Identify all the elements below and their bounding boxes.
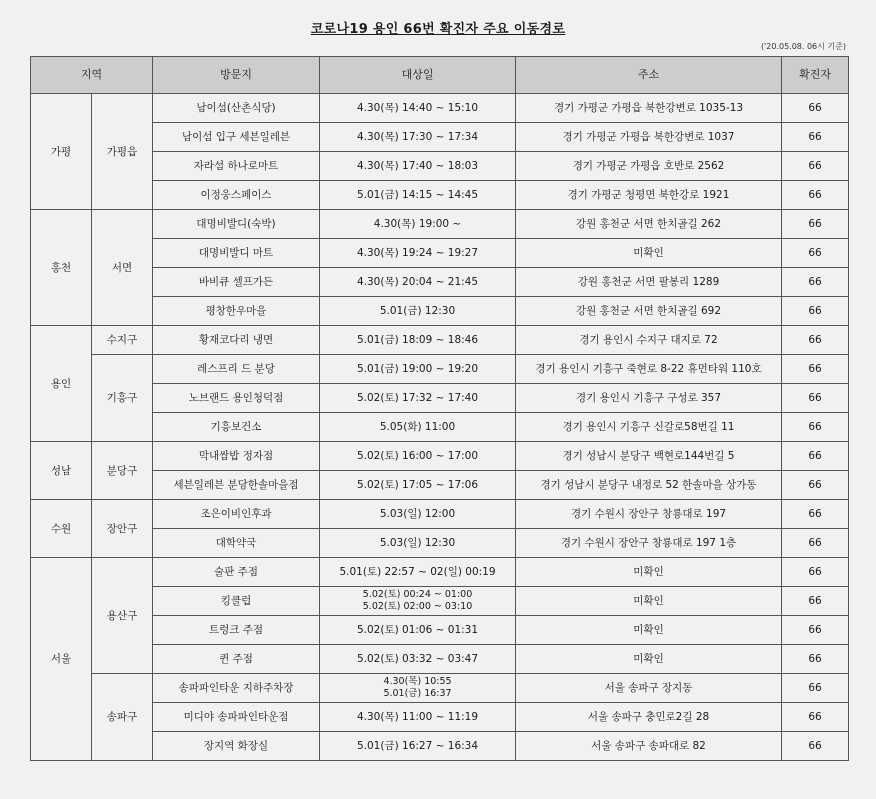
place-cell: 대명비발디(숙박)	[153, 210, 320, 239]
address-cell: 강원 홍천군 서면 한치골길 262	[516, 210, 782, 239]
table-row	[31, 268, 849, 297]
address-cell: 미확인	[516, 587, 782, 616]
case-cell: 66	[782, 268, 849, 297]
case-cell: 66	[782, 297, 849, 326]
region-cell: 성남	[31, 442, 92, 500]
table-row	[31, 181, 849, 210]
date-cell: 4.30(목) 19:24 ~ 19:27	[320, 239, 516, 268]
place-cell: 술판 주점	[153, 558, 320, 587]
date-cell	[320, 674, 516, 703]
region-cell: 서울	[31, 558, 92, 761]
region-cell: 용인	[31, 326, 92, 442]
place-cell: 퀸 주점	[153, 645, 320, 674]
date-cell: 4.30(목) 14:40 ~ 15:10	[320, 94, 516, 123]
region-cell: 홍천	[31, 210, 92, 326]
place-cell: 남이섬 입구 세븐일레븐	[153, 123, 320, 152]
place-cell: 남이섬(산촌식당)	[153, 94, 320, 123]
address-cell: 경기 가평군 가평읍 북한강변로 1037	[516, 123, 782, 152]
date-cell-line: 4.30(목) 10:55	[383, 676, 452, 687]
date-cell: 5.02(토) 17:32 ~ 17:40	[320, 384, 516, 413]
date-cell: 4.30(목) 17:40 ~ 18:03	[320, 152, 516, 181]
table-body	[31, 94, 849, 761]
table-row	[31, 674, 849, 703]
date-cell: 5.01(금) 19:00 ~ 19:20	[320, 355, 516, 384]
table-row	[31, 471, 849, 500]
place-cell: 조은이비인후과	[153, 500, 320, 529]
table-row	[31, 732, 849, 761]
case-cell: 66	[782, 471, 849, 500]
case-cell: 66	[782, 210, 849, 239]
case-cell: 66	[782, 181, 849, 210]
date-cell: 5.03(일) 12:00	[320, 500, 516, 529]
case-cell: 66	[782, 384, 849, 413]
place-cell: 바비큐 셀프가든	[153, 268, 320, 297]
table-row	[31, 326, 849, 355]
header-region: 지역	[31, 57, 153, 94]
place-cell: 레스프리 드 분당	[153, 355, 320, 384]
date-cell: 5.01(금) 14:15 ~ 14:45	[320, 181, 516, 210]
table-row	[31, 616, 849, 645]
district-cell: 수지구	[92, 326, 153, 355]
address-cell: 경기 용인시 기흥구 죽현로 8-22 휴먼타워 110호	[516, 355, 782, 384]
date-cell: 4.30(목) 19:00 ~	[320, 210, 516, 239]
date-cell-line: 5.01(금) 16:37	[383, 688, 452, 699]
date-cell-line: 5.02(토) 02:00 ~ 03:10	[362, 601, 473, 612]
address-cell: 경기 가평군 청평면 북한강로 1921	[516, 181, 782, 210]
case-cell: 66	[782, 94, 849, 123]
table-row	[31, 384, 849, 413]
address-cell: 경기 성남시 분당구 내정로 52 한솔마을 상가동	[516, 471, 782, 500]
table-row	[31, 297, 849, 326]
place-cell: 기흥보건소	[153, 413, 320, 442]
address-cell: 경기 용인시 기흥구 신갈로58번길 11	[516, 413, 782, 442]
address-cell: 경기 수원시 장안구 창룡대로 197 1층	[516, 529, 782, 558]
place-cell: 노브랜드 용인청덕점	[153, 384, 320, 413]
table-row	[31, 94, 849, 123]
address-cell: 경기 성남시 분당구 백현로144번길 5	[516, 442, 782, 471]
case-cell: 66	[782, 500, 849, 529]
table-row	[31, 587, 849, 616]
table-row	[31, 703, 849, 732]
case-cell: 66	[782, 616, 849, 645]
date-cell: 5.03(일) 12:30	[320, 529, 516, 558]
date-cell: 5.02(토) 03:32 ~ 03:47	[320, 645, 516, 674]
place-cell: 킹클럽	[153, 587, 320, 616]
place-cell: 송파파인타운 지하주차장	[153, 674, 320, 703]
date-cell: 5.01(토) 22:57 ~ 02(일) 00:19	[320, 558, 516, 587]
address-cell: 미확인	[516, 558, 782, 587]
table-row	[31, 529, 849, 558]
case-cell: 66	[782, 326, 849, 355]
header-place: 방문지	[153, 57, 320, 94]
district-cell: 분당구	[92, 442, 153, 500]
district-cell: 서면	[92, 210, 153, 326]
table-row	[31, 442, 849, 471]
header-case: 확진자	[782, 57, 849, 94]
address-cell: 경기 용인시 수지구 대지로 72	[516, 326, 782, 355]
date-cell: 4.30(목) 17:30 ~ 17:34	[320, 123, 516, 152]
place-cell: 미디야 송파파인타운점	[153, 703, 320, 732]
date-cell: 5.01(금) 12:30	[320, 297, 516, 326]
address-cell: 경기 가평군 가평읍 북한강변로 1035-13	[516, 94, 782, 123]
address-cell: 경기 용인시 기흥구 구성로 357	[516, 384, 782, 413]
routes-table	[30, 56, 849, 761]
address-cell: 미확인	[516, 616, 782, 645]
address-cell: 미확인	[516, 239, 782, 268]
address-cell: 서울 송파구 송파대로 82	[516, 732, 782, 761]
place-cell: 트렁크 주점	[153, 616, 320, 645]
region-cell: 가평	[31, 94, 92, 210]
place-cell: 장지역 화장실	[153, 732, 320, 761]
table-row	[31, 123, 849, 152]
place-cell: 대명비발디 마트	[153, 239, 320, 268]
address-cell: 서울 송파구 충민로2길 28	[516, 703, 782, 732]
case-cell: 66	[782, 355, 849, 384]
date-cell-line: 5.02(토) 00:24 ~ 01:00	[362, 589, 473, 600]
place-cell: 평창한우마을	[153, 297, 320, 326]
case-cell: 66	[782, 123, 849, 152]
table-row	[31, 152, 849, 181]
place-cell: 대학약국	[153, 529, 320, 558]
case-cell: 66	[782, 239, 849, 268]
date-cell: 5.02(토) 17:05 ~ 17:06	[320, 471, 516, 500]
case-cell: 66	[782, 587, 849, 616]
district-cell: 가평읍	[92, 94, 153, 210]
address-cell: 강원 홍천군 서면 팔봉리 1289	[516, 268, 782, 297]
case-cell: 66	[782, 732, 849, 761]
as-of-note: ('20.05.08. 06시 기준)	[760, 42, 846, 51]
date-cell: 4.30(목) 11:00 ~ 11:19	[320, 703, 516, 732]
region-cell: 수원	[31, 500, 92, 558]
district-cell: 장안구	[92, 500, 153, 558]
table-row	[31, 645, 849, 674]
place-cell: 막내쌈밥 정자점	[153, 442, 320, 471]
date-cell: 5.01(금) 18:09 ~ 18:46	[320, 326, 516, 355]
case-cell: 66	[782, 152, 849, 181]
district-cell: 송파구	[92, 674, 153, 761]
address-cell: 서울 송파구 장지동	[516, 674, 782, 703]
address-cell: 미확인	[516, 645, 782, 674]
date-cell: 5.02(토) 01:06 ~ 01:31	[320, 616, 516, 645]
district-cell: 기흥구	[92, 355, 153, 442]
date-cell: 4.30(목) 20:04 ~ 21:45	[320, 268, 516, 297]
district-cell: 용산구	[92, 558, 153, 674]
place-cell: 세븐일레븐 분당한솔마을점	[153, 471, 320, 500]
table-row	[31, 210, 849, 239]
case-cell: 66	[782, 645, 849, 674]
case-cell: 66	[782, 703, 849, 732]
document-title: 코로나19 용인 66번 확진자 주요 이동경로	[310, 22, 566, 37]
place-cell: 자라섬 하나로마트	[153, 152, 320, 181]
case-cell: 66	[782, 674, 849, 703]
header-date: 대상일	[320, 57, 516, 94]
table-row	[31, 355, 849, 384]
date-cell: 5.02(토) 16:00 ~ 17:00	[320, 442, 516, 471]
address-cell: 경기 수원시 장안구 창룡대로 197	[516, 500, 782, 529]
table-row	[31, 500, 849, 529]
address-cell: 강원 홍천군 서면 한치골길 692	[516, 297, 782, 326]
case-cell: 66	[782, 413, 849, 442]
place-cell: 황재코다리 냉면	[153, 326, 320, 355]
table-row	[31, 558, 849, 587]
date-cell: 5.01(금) 16:27 ~ 16:34	[320, 732, 516, 761]
table-header-row	[31, 57, 849, 94]
date-cell: 5.05(화) 11:00	[320, 413, 516, 442]
address-cell: 경기 가평군 가평읍 호반로 2562	[516, 152, 782, 181]
date-cell	[320, 587, 516, 616]
case-cell: 66	[782, 558, 849, 587]
table-row	[31, 239, 849, 268]
case-cell: 66	[782, 442, 849, 471]
table-row	[31, 413, 849, 442]
place-cell: 이정웅스페이스	[153, 181, 320, 210]
case-cell: 66	[782, 529, 849, 558]
header-address: 주소	[516, 57, 782, 94]
